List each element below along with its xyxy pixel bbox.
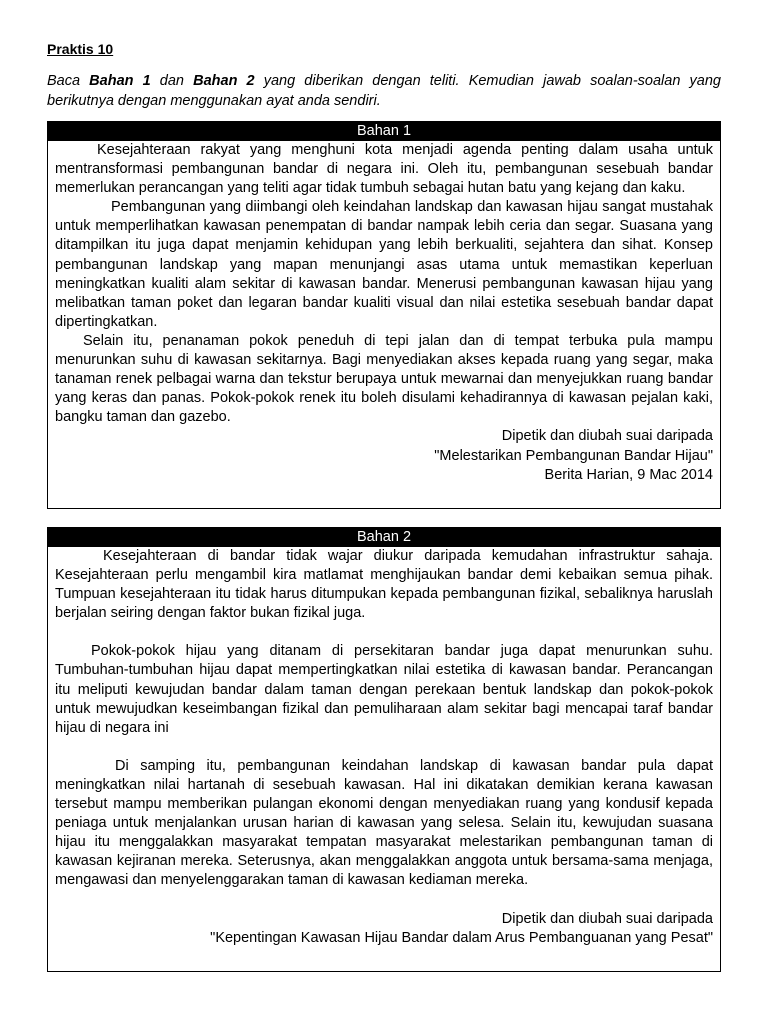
bahan2-body (48, 547, 720, 948)
bahan1-body (48, 141, 720, 485)
bahan1-paragraph-1: Kesejahteraan rakyat yang menghuni kota menjadi agenda penting dalam usaha untuk mentransformasi pembangunan bandar di negara ini. Oleh itu, pembangunan sesebuah bandar memerlukan perancangan yang teliti agar tidak tumbuh sebagai hutan batu yang kejang dan kaku. (55, 142, 713, 197)
bahan2-source-line-1: Dipetik dan diubah suai daripada (501, 910, 713, 927)
bahan2-paragraph-2: Pokok-pokok hijau yang ditanam di persekitaran bandar juga dapat menurunkan suhu. Tumbuhan-tumbuhan hijau dapat mempertingkatkan nilai estetika di kawasan bandar. Perancangan itu meliputi kewujudan bandar dalam taman dengan perekaan bentuk landskap dan pokok-pokok untuk mewujudkan keseimbangan fizikal dan pemuliharaan alam sekitar bagi mencapai taraf bandar hijau di negara ini (55, 643, 713, 736)
bahan2-title: Bahan 2 (48, 528, 720, 547)
instruction-text (47, 71, 721, 111)
instruction-mid: dan (150, 73, 194, 89)
bahan2-paragraph-3: Di samping itu, pembangunan keindahan landskap di kawasan bandar pula dapat meningkatkan nilai hartanah di sesebuah kawasan. Hal ini dikatakan demikian kerana kawasan tersebut mampu memberikan pulangan ekonomi dengan menyediakan ruang yang kondusif kepada peniaga untuk menjalankan urusan harian di kawasan yang selesa. Selain itu, kewujudan suasana hijau itu menggalakkan masyarakat tempatan masyarakat melestarikan pembangunan taman di kawasan kejiranan mereka. Seterusnya, akan menggalakkan anggota untuk bersama-sama menjaga, mengawasi dan menyelenggarakan taman di kawasan kediaman mereka. (55, 757, 713, 889)
bahan1-source-title: "Melestarikan Pembangunan Bandar Hijau" (434, 447, 713, 464)
bahan1-paragraph-3: Selain itu, penanaman pokok peneduh di tepi jalan dan di tempat terbuka pula mampu menurunkan suhu di kawasan sekitarnya. Bagi menyediakan akses kepada ruang yang segar, maka tanaman renek pelbagai warna dan tekstur berupaya untuk mewarnai dan menyejukkan ruang bandar yang keras dan panas. Pokok-pokok renek itu boleh disulami kehadirannya di kawasan pejalan kaki, bangku taman dan gazebo. (55, 332, 713, 426)
instruction-bahan2-ref: Bahan 2 (193, 73, 255, 89)
bahan1-box (47, 121, 721, 509)
instruction-bahan1-ref: Bahan 1 (89, 73, 151, 89)
bahan1-title: Bahan 1 (48, 122, 720, 141)
instruction-post: yang diberikan dengan teliti. Kemudian jawab soalan-soalan yang berikutnya dengan menggunakan ayat anda sendiri. (47, 73, 721, 109)
bahan1-source-line-1: Dipetik dan diubah suai daripada (501, 428, 713, 445)
instruction-pre: Baca (47, 73, 90, 89)
page-title: Praktis 10 (47, 41, 114, 57)
bahan2-box (47, 527, 721, 972)
bahan2-paragraph-1: Kesejahteraan di bandar tidak wajar diukur daripada kemudahan infrastruktur sahaja. Kesejahteraan perlu mengambil kira matlamat menghijaukan bandar demi kebaikan semua pihak. Tumpuan kesejahteraan itu tidak harus ditumpukan kepada pembangunan fizikal, sebaliknya haruslah berjalan seiring dengan faktor bukan fizikal juga. (55, 548, 713, 622)
bahan1-source-publication: Berita Harian, 9 Mac 2014 (544, 466, 713, 483)
bahan1-paragraph-2: Pembangunan yang diimbangi oleh keindahan landskap dan kawasan hijau sangat mustahak untuk memperlihatkan kawasan penempatan di bandar nampak lebih ceria dan segar. Suasana yang ditampilkan itu juga dapat menjamin kehidupan yang lebih berkualiti, sejahtera dan sihat. Konsep pembangunan landskap yang mapan menunjangi asas utama untuk memastikan keperluan meningkatkan kualiti alam sekitar di kawasan bandar. Menerusi pembangunan kawasan hijau yang melibatkan taman poket dan legaran bandar kualiti visual dan nilai estetika sesebuah bandar dapat dipertingkatkan. (55, 199, 713, 330)
bahan2-source-title: "Kepentingan Kawasan Hijau Bandar dalam Arus Pembanguanan yang Pesat" (210, 929, 713, 946)
